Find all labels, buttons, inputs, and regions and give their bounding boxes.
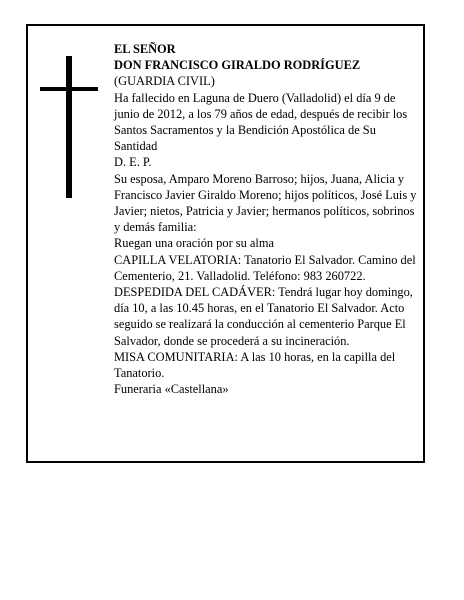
deceased-rank: (GUARDIA CIVIL) (114, 74, 215, 89)
cross-horizontal-bar (40, 87, 98, 91)
deceased-name: DON FRANCISCO GIRALDO RODRÍGUEZ (114, 58, 361, 73)
cross-icon (40, 56, 98, 198)
chapel-info: CAPILLA VELATORIA: Tanatorio El Salvador. Camino del Cementerio, 21. Valladolid. Teléfono: 983 260722. (114, 252, 416, 283)
cross-vertical-bar (66, 56, 72, 198)
heading-title: EL SEÑOR (114, 42, 176, 56)
death-announcement: Ha fallecido en Laguna de Duero (Valladolid) el día 9 de junio de 2012, a los 79 años de edad, después de recibir los Santos Sacramentos y la Bendición Apostólica de Su Santidad (114, 90, 408, 154)
farewell-info: DESPEDIDA DEL CADÁVER: Tendrá lugar hoy domingo, día 10, a las 10.45 horas, en el Tanatorio El Salvador. Acto seguido se realizará la conducción al cementerio Parque El Salvador, donde se procederá a su incineración. (114, 285, 413, 348)
obituary-text (114, 41, 418, 397)
funeral-home: Funeraria «Castellana» (114, 382, 229, 397)
prayer-request: Ruegan una oración por su alma (114, 236, 274, 251)
dep-text: D. E. P. (114, 155, 152, 170)
obituary-notice (26, 24, 425, 463)
mass-info: MISA COMUNITARIA: A las 10 horas, en la capilla del Tanatorio. (114, 349, 396, 381)
family-list: Su esposa, Amparo Moreno Barroso; hijos, Juana, Alicia y Francisco Javier Giraldo Moreno; hijos políticos, José Luis y Javier; nietos, Patricia y Javier; hermanos políticos, sobrinos y demás familia: (114, 171, 417, 235)
